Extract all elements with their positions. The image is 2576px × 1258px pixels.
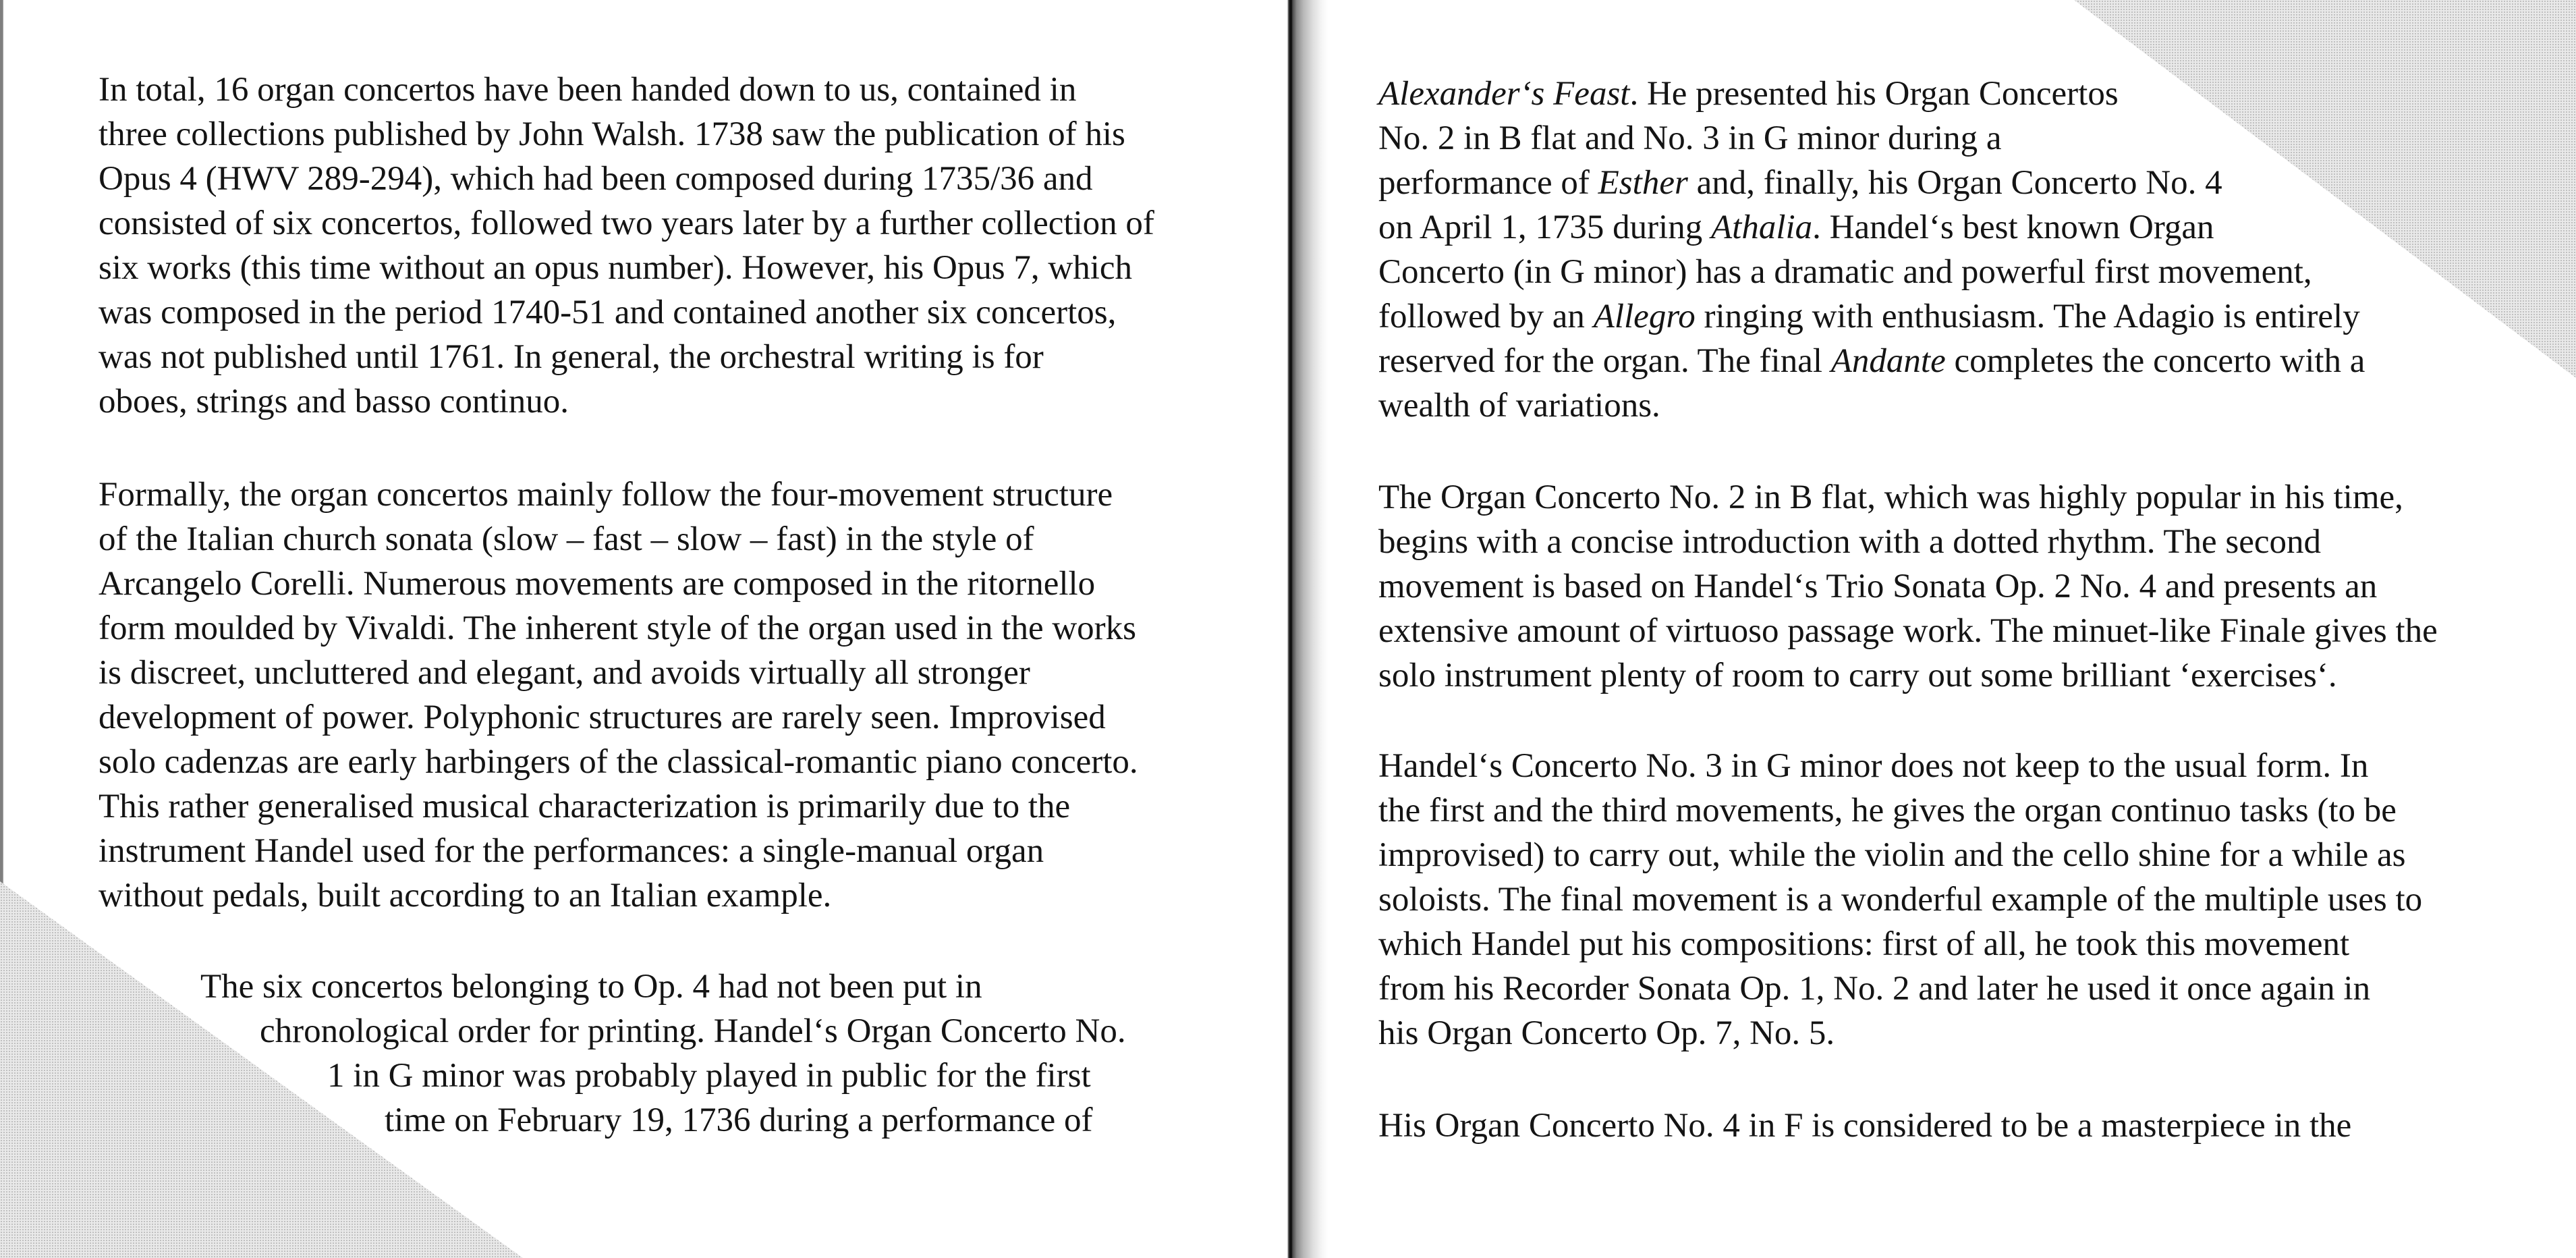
text-line: instrument Handel used for the performances: a single-manual organ <box>99 832 1044 870</box>
text-line: form moulded by Vivaldi. The inherent style of the organ used in the works <box>99 609 1136 647</box>
text-run: . He presented his Organ Concertos <box>1629 75 2119 113</box>
text-line <box>1378 520 2438 564</box>
text-run: from his Recorder Sonata Op. 1, No. 2 and later he used it once again in <box>1378 970 2371 1008</box>
text-line: Opus 4 (HWV 289-294), which had been composed during 1735/36 and <box>99 160 1093 198</box>
text-line: of the Italian church sonata (slow – fast – slow – fast) in the style of <box>99 520 1034 558</box>
italic-title: Athalia <box>1711 209 1813 246</box>
text-run: performance of <box>1378 164 1598 202</box>
text-line: oboes, strings and basso continuo. <box>99 383 569 420</box>
text-run: movement is based on Handel‘s Trio Sonata Op. 2 No. 4 and presents an <box>1378 568 2378 605</box>
text-run: his Organ Concerto Op. 7, No. 5. <box>1378 1014 1835 1052</box>
text-line: without pedals, built according to an Italian example. <box>99 877 832 914</box>
text-line: development of power. Polyphonic structures are rarely seen. Improvised <box>99 699 1106 736</box>
paragraph-op4-staircase <box>0 964 1126 1143</box>
paragraph-concerto-no4 <box>1378 1103 2351 1148</box>
text-line: Formally, the organ concertos mainly follow the four-movement structure <box>99 476 1113 514</box>
text-line: Arcangelo Corelli. Numerous movements are composed in the ritornello <box>99 565 1096 603</box>
text-line <box>1378 922 2422 966</box>
text-line <box>1378 383 2365 428</box>
paragraph-organ-concertos-overview <box>99 67 1154 424</box>
italic-title: Andante <box>1830 342 1946 380</box>
text-line <box>1378 116 2365 161</box>
text-line <box>1378 564 2438 609</box>
text-run: solo instrument plenty of room to carry out some brilliant ‘exercises‘. <box>1378 657 2337 694</box>
text-run: His Organ Concerto No. 4 in F is considered to be a masterpiece in the <box>1378 1107 2352 1145</box>
text-run: followed by an <box>1378 298 1594 335</box>
text-run: completes the concerto with a <box>1945 342 2365 380</box>
text-line <box>1378 788 2422 833</box>
text-run: soloists. The final movement is a wonderful example of the multiple uses to <box>1378 881 2423 919</box>
text-line: three collections published by John Walsh. 1738 saw the publication of his <box>99 115 1125 153</box>
text-line <box>1378 744 2422 788</box>
text-line <box>1378 294 2365 339</box>
text-line <box>1378 653 2438 698</box>
text-run: which Handel put his compositions: first of all, he took this movement <box>1378 925 2350 963</box>
italic-title: Allegro <box>1593 298 1696 335</box>
text-line <box>1378 250 2365 294</box>
text-line: The six concertos belonging to Op. 4 had not been put in <box>200 968 982 1006</box>
paragraph-concerto-no2 <box>1378 475 2438 698</box>
text-line <box>1378 72 2365 116</box>
text-run: The Organ Concerto No. 2 in B flat, which was highly popular in his time, <box>1378 478 2403 516</box>
text-run: the first and the third movements, he gives the organ continuo tasks (to be <box>1378 792 2397 829</box>
text-line <box>1378 1011 2422 1056</box>
paragraph-concerto-no3 <box>1378 744 2422 1056</box>
text-line <box>1378 1103 2351 1148</box>
text-run: No. 2 in B flat and No. 3 in G minor during a <box>1378 119 2002 157</box>
text-run: Concerto (in G minor) has a dramatic and powerful first movement, <box>1378 253 2312 291</box>
text-line <box>1378 475 2438 520</box>
text-run: reserved for the organ. The final <box>1378 342 1831 380</box>
paragraph-first-performances <box>1378 72 2365 428</box>
italic-title: Alexander‘s Feast <box>1378 75 1630 113</box>
text-line: consisted of six concertos, followed two years later by a further collection of <box>99 204 1154 242</box>
text-line: chronological order for printing. Handel‘s Organ Concerto No. <box>260 1012 1126 1050</box>
text-run: Handel‘s Concerto No. 3 in G minor does not keep to the usual form. In <box>1378 747 2369 785</box>
text-run: ringing with enthusiasm. The Adagio is entirely <box>1695 298 2360 335</box>
text-line: In total, 16 organ concertos have been handed down to us, contained in <box>99 71 1077 109</box>
text-line: This rather generalised musical characterization is primarily due to the <box>99 788 1071 825</box>
text-run: extensive amount of virtuoso passage work. The minuet-like Finale gives the <box>1378 612 2438 650</box>
paragraph-formal-structure <box>99 472 1138 918</box>
text-run: begins with a concise introduction with a dotted rhythm. The second <box>1378 523 2322 561</box>
text-run: improvised) to carry out, while the violin and the cello shine for a while as <box>1378 836 2406 874</box>
text-line <box>1378 339 2365 383</box>
text-line <box>1378 966 2422 1011</box>
right-page <box>1289 0 2576 1258</box>
text-run: on April 1, 1735 during <box>1378 209 1711 246</box>
text-line: 1 in G minor was probably played in public for the first <box>327 1057 1091 1095</box>
text-line: six works (this time without an opus number). However, his Opus 7, which <box>99 249 1133 287</box>
text-line <box>1378 833 2422 877</box>
booklet-spine-fold <box>1287 0 1328 1258</box>
italic-title: Esther <box>1598 164 1688 202</box>
text-run: . Handel‘s best known Organ <box>1812 209 2214 246</box>
text-line: time on February 19, 1736 during a performance of <box>385 1101 1093 1139</box>
text-line: solo cadenzas are early harbingers of the classical-romantic piano concerto. <box>99 743 1138 781</box>
text-line <box>1378 877 2422 922</box>
text-run: and, finally, his Organ Concerto No. 4 <box>1687 164 2222 202</box>
text-line: was composed in the period 1740-51 and contained another six concertos, <box>99 294 1117 331</box>
text-line: was not published until 1761. In general, the orchestral writing is for <box>99 338 1044 376</box>
text-line <box>1378 161 2365 205</box>
text-line: is discreet, uncluttered and elegant, and avoids virtually all stronger <box>99 654 1030 692</box>
text-line <box>1378 205 2365 250</box>
text-line <box>1378 609 2438 653</box>
text-run: wealth of variations. <box>1378 387 1660 425</box>
